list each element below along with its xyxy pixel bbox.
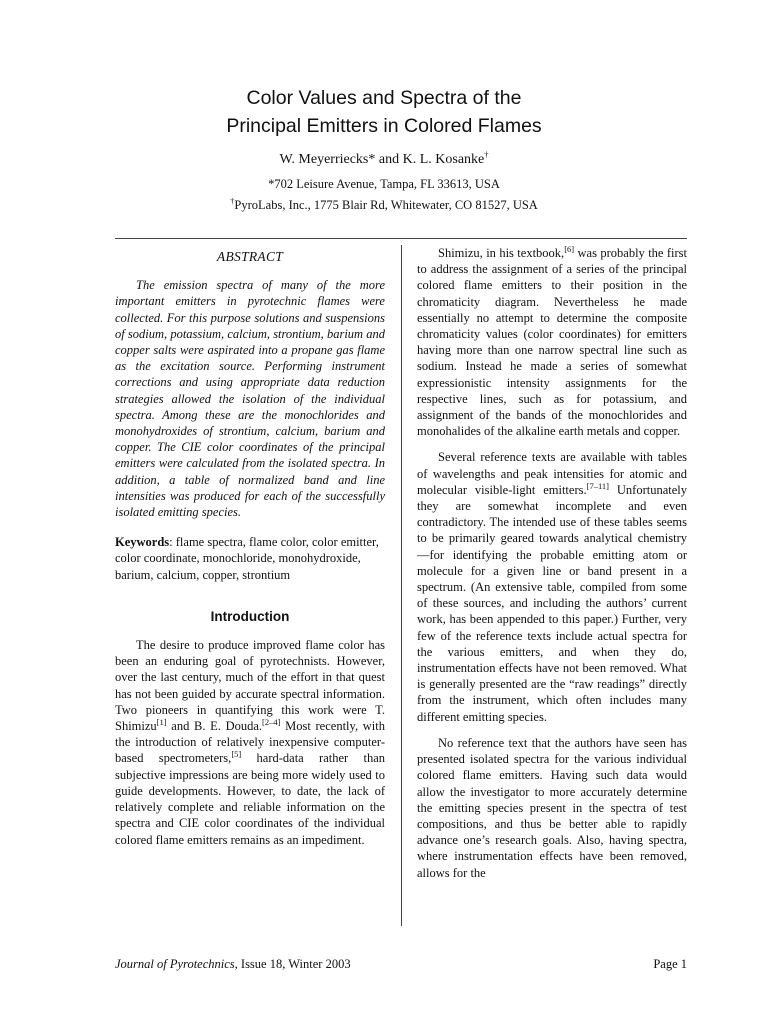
citation-5[interactable]: [5] <box>231 749 242 760</box>
affiliation-second <box>0 196 768 214</box>
citation-6[interactable]: [6] <box>564 243 575 254</box>
right-paragraph-2 <box>417 449 687 724</box>
column-divider <box>401 245 402 926</box>
right-paragraph-3: No reference text that the authors have seen has presented isolated spectra for the various individual colored flame emitters. Having such data would allow the investigator to more accurately determine the emitting species present in the spectra of test compositions, and thus be better able to rapidly advance one’s research goals. Also, having spectra, where instrumentation effects have been removed, allows for the <box>417 735 687 880</box>
intro-text-b: and B. E. Douda. <box>166 719 263 734</box>
intro-text-d: hard-data rather than subjective impressions are being more widely used to guide developments. However, to date, the lack of relatively complete and reliable information on the spectra and CIE color coordinates of the individual colored flame emitters remains as an impediment. <box>115 751 385 847</box>
keywords-label: Keywords <box>115 535 170 550</box>
right-paragraph-1 <box>417 245 687 439</box>
intro-text-a: The desire to produce improved flame color has been an enduring goal of pyrotechnists. However, over the last century, much of the effort in that quest has not been guided by accurate spectral information. Two pioneers in quantifying this work were T. Shimizu <box>115 638 385 734</box>
affiliation-second-text: PyroLabs, Inc., 1775 Blair Rd, Whitewater, CO 81527, USA <box>234 198 538 212</box>
keywords-text: : flame spectra, flame color, color emitter, color coordinate, monochloride, monohydroxide, barium, calcium, copper, strontium <box>115 535 379 582</box>
right-p2-text-b: Unfortunately they are somewhat incomplete and even contradictory. The intended use of these tables seems to be primarily geared towards analytical chemistry—for identifying the probable emitting atom or molecule for a given line or band present in a spectrum. (An extensive table, compiled from some of these sources, and including the authors’ current work, has been appended to this paper.) Further, very few of the reference texts include actual spectra for the various emitters, and when they do, instrumentation effects have not been removed. What is generally presented are the “raw readings” directly from the instrument, which often includes many different emitting species. <box>417 482 687 724</box>
citation-1[interactable]: [1] <box>156 716 167 727</box>
right-p1-text-a: Shimizu, in his textbook, <box>438 246 565 260</box>
page-number: Page 1 <box>653 957 687 971</box>
abstract-heading: ABSTRACT <box>216 249 284 264</box>
introduction-paragraph-1 <box>115 637 385 848</box>
dagger-mark: † <box>484 149 489 160</box>
title-line-2: Principal Emitters in Colored Flames <box>226 115 542 137</box>
authors-text: W. Meyerriecks* and K. L. Kosanke <box>279 152 485 167</box>
abstract-body: The emission spectra of many of the more important emitters in pyrotechnic flames were collected. For this purpose solutions and suspensions of sodium, potassium, calcium, strontium, barium and copper salts were aspirated into a propane gas flame as the excitation source. Performing instrument corrections and using appropriate data reduction strategies allowed the isolation of the individual spectra. Among these are the monochlorides and monohydroxides of strontium, calcium, barium and copper. The CIE color coordinates of the principal emitters were calculated from the isolated spectra. In addition, a table of normalized band and line intensities was produced for each of the successfully isolated emitting species. <box>115 278 385 520</box>
authors-line <box>0 150 768 170</box>
affiliation-first: *702 Leisure Avenue, Tampa, FL 33613, USA <box>268 177 500 191</box>
keywords <box>115 534 385 583</box>
right-column <box>417 245 687 881</box>
intro-text-c: Most recently, with the introduction of relatively inexpensive computer-based spectrometers, <box>115 719 385 766</box>
citation-7-11[interactable]: [7–11] <box>586 480 609 491</box>
journal-issue: , Issue 18, Winter 2003 <box>234 957 351 971</box>
page-footer <box>115 956 687 972</box>
header-rule <box>115 238 687 239</box>
citation-2-4[interactable]: [2–4] <box>262 716 281 727</box>
introduction-heading: Introduction <box>210 608 290 624</box>
left-column <box>115 245 385 848</box>
journal-name: Journal of Pyrotechnics <box>115 957 235 971</box>
affiliation-dagger-mark: † <box>230 195 235 206</box>
paper-title <box>0 84 768 140</box>
right-p1-text-b: was probably the first to address the assignment of a series of the principal colored flame emitters to their position in the chromaticity diagram. Nevertheless he made essentially no attempt to determine the composite chromaticity values (color coordinates) for emitters having more than one narrow spectral line such as sodium. Instead he made a series of somewhat expressionistic intensity assignments for the respective lines, such as for potassium, and assignment of the bands of the monochlorides and monohalides of the alkaline earth metals and copper. <box>417 246 687 439</box>
title-line-1: Color Values and Spectra of the <box>246 87 522 109</box>
right-p2-text-a: Several reference texts are available with tables of wavelengths and peak intensities for atomic and molecular visible-light emitters. <box>417 450 687 497</box>
